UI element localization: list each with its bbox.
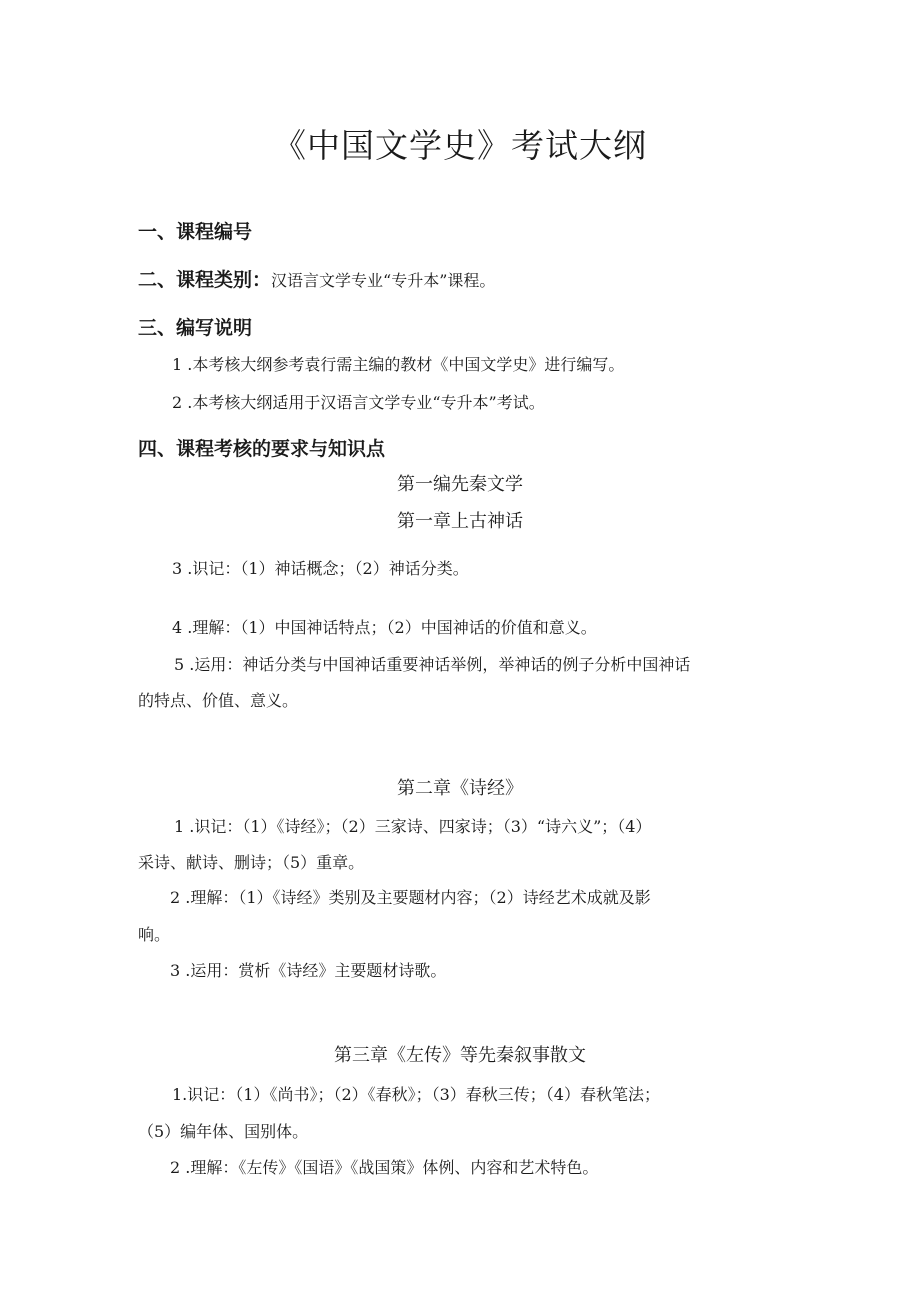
chapter-2-line-4: 响。 xyxy=(138,925,171,944)
chapter-2-line-5: 3 .运用：赏析《诗经》主要题材诗歌。 xyxy=(170,961,447,980)
part-1-title: 第一编先秦文学 xyxy=(397,474,523,495)
chapter-1-line-2: 4 .理解：（1）中国神话特点；（2）中国神话的价值和意义。 xyxy=(172,618,597,637)
chapter-3-line-1: 1.识记：（1）《尚书》；（2）《春秋》；（3）春秋三传；（4）春秋笔法； xyxy=(172,1085,660,1104)
chapter-2-line-1: 1 .识记：（1）《诗经》；（2）三家诗、四家诗；（3）“诗六义”；（4） xyxy=(174,817,652,836)
chapter-1-title: 第一章上古神话 xyxy=(397,511,523,532)
section-3-item-1: 1 .本考核大纲参考袁行需主编的教材《中国文学史》进行编写。 xyxy=(172,355,625,374)
section-3-item-2: 2 .本考核大纲适用于汉语言文学专业“专升本”考试。 xyxy=(172,393,545,412)
chapter-1-line-4: 的特点、价值、意义。 xyxy=(138,691,299,710)
chapter-3-line-3: 2 .理解：《左传》《国语》《战国策》体例、内容和艺术特色。 xyxy=(170,1158,599,1177)
chapter-2-line-2: 采诗、献诗、删诗；（5）重章。 xyxy=(138,853,365,872)
chapter-2-title: 第二章《诗经》 xyxy=(397,778,523,799)
section-2-heading: 二、课程类别： xyxy=(138,269,272,291)
section-1-heading: 一、课程编号 xyxy=(138,221,253,243)
section-2 xyxy=(138,267,495,294)
chapter-3-title: 第三章《左传》等先秦叙事散文 xyxy=(334,1045,586,1066)
chapter-1-line-3: 5 .运用：神话分类与中国神话重要神话举例，举神话的例子分析中国神话 xyxy=(174,655,691,674)
section-2-text: 汉语言文学专业“专升本”课程。 xyxy=(271,271,496,290)
chapter-2-line-3: 2 .理解：（1）《诗经》类别及主要题材内容；（2）诗经艺术成就及影 xyxy=(170,888,651,907)
document-title: 《中国文学史》考试大纲 xyxy=(273,126,647,165)
section-4-heading: 四、课程考核的要求与知识点 xyxy=(138,438,386,460)
section-3-heading: 三、编写说明 xyxy=(138,317,253,339)
chapter-3-line-2: （5）编年体、国别体。 xyxy=(138,1122,309,1141)
chapter-1-line-1: 3 .识记：（1）神话概念；（2）神话分类。 xyxy=(172,559,469,578)
